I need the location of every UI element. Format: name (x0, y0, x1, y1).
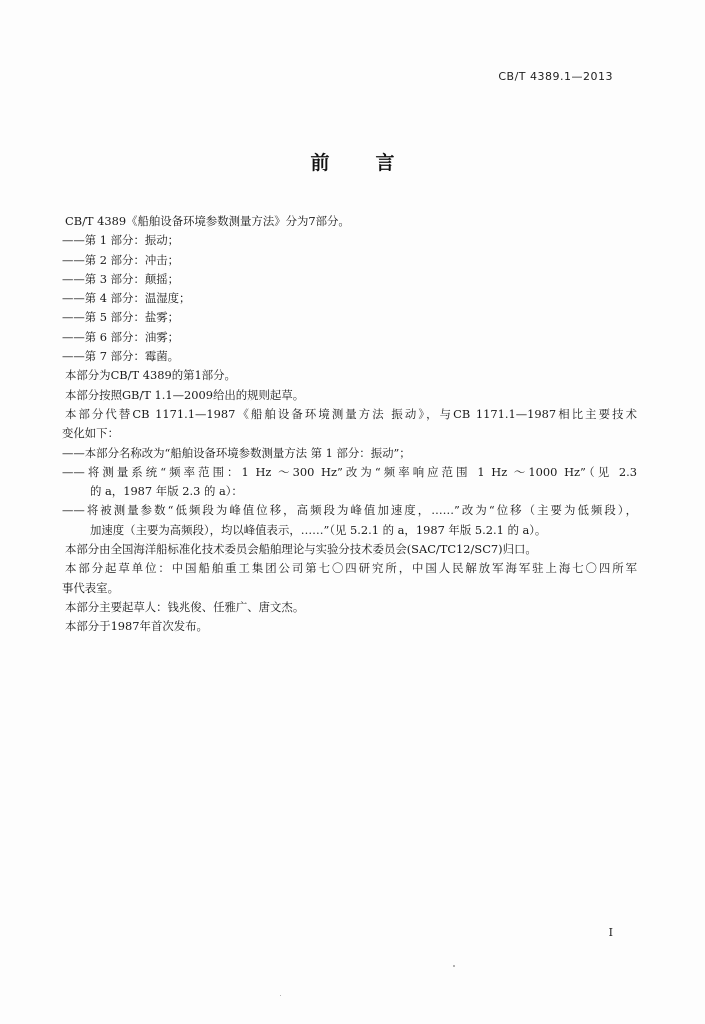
list-item-part-2: ——第 2 部分：冲击； (62, 252, 180, 267)
paragraph-first-issue: 本部分于1987年首次发布。 (65, 619, 208, 634)
list-item-part-6: ——第 6 部分：油雾； (62, 329, 180, 344)
change-item-frequency-cont: 的 a，1987 年版 2.3 的 a）： (90, 484, 243, 499)
page-number: I (608, 926, 613, 939)
list-item-part-7: ——第 7 部分：霉菌。 (62, 349, 180, 364)
paragraph-drafting-units-cont: 事代表室。 (62, 580, 119, 595)
standard-number: CB/T 4389.1—2013 (498, 70, 613, 83)
paragraph-replaces: 本部分代替CB 1171.1—1987《船舶设备环境测量方法 振动》，与CB 1171.1—1987相比主要技术 (65, 406, 637, 421)
paragraph-this-part: 本部分为CB/T 4389的第1部分。 (65, 368, 236, 383)
paragraph-drafting-units: 本部分起草单位：中国船舶重工集团公司第七〇四研究所，中国人民解放军海军驻上海七〇四所军 (65, 561, 637, 576)
change-item-name: ——本部分名称改为“船舶设备环境参数测量方法 第 1 部分：振动”； (62, 445, 411, 460)
paragraph-drafting-rules: 本部分按照GB/T 1.1—2009给出的规则起草。 (65, 387, 305, 402)
preface-body (62, 212, 637, 637)
change-item-frequency: ——将测量系统“频率范围：1 Hz ～300 Hz”改为“频率响应范围 1 Hz ～1000 Hz”（见 2.3 (62, 464, 637, 479)
scan-speck (453, 965, 455, 967)
paragraph-drafters: 本部分主要起草人：钱兆俊、任雅广、唐文杰。 (65, 599, 305, 614)
list-item-part-5: ——第 5 部分：盐雾； (62, 310, 180, 325)
change-item-parameters: ——将被测量参数“低频段为峰值位移，高频段为峰值加速度，……”改为“位移（主要为低频段）， (62, 503, 637, 518)
change-item-parameters-cont: 加速度（主要为高频段），均以峰值表示，……”（见 5.2.1 的 a，1987 年版 5.2.1 的 a）。 (90, 522, 547, 537)
list-item-part-1: ——第 1 部分：振动； (62, 233, 180, 248)
list-item-part-4: ——第 4 部分：温湿度； (62, 291, 191, 306)
paragraph-parts-intro: CB/T 4389《船舶设备环境参数测量方法》分为7部分。 (65, 214, 350, 228)
list-item-part-3: ——第 3 部分：颠摇； (62, 271, 180, 286)
paragraph-replaces-cont: 变化如下： (62, 426, 119, 441)
page-title: 前言 (310, 152, 441, 174)
paragraph-committee: 本部分由全国海洋船标准化技术委员会船舶理论与实验分技术委员会(SAC/TC12/SC7)归口。 (65, 542, 537, 557)
scan-speck (280, 995, 281, 996)
